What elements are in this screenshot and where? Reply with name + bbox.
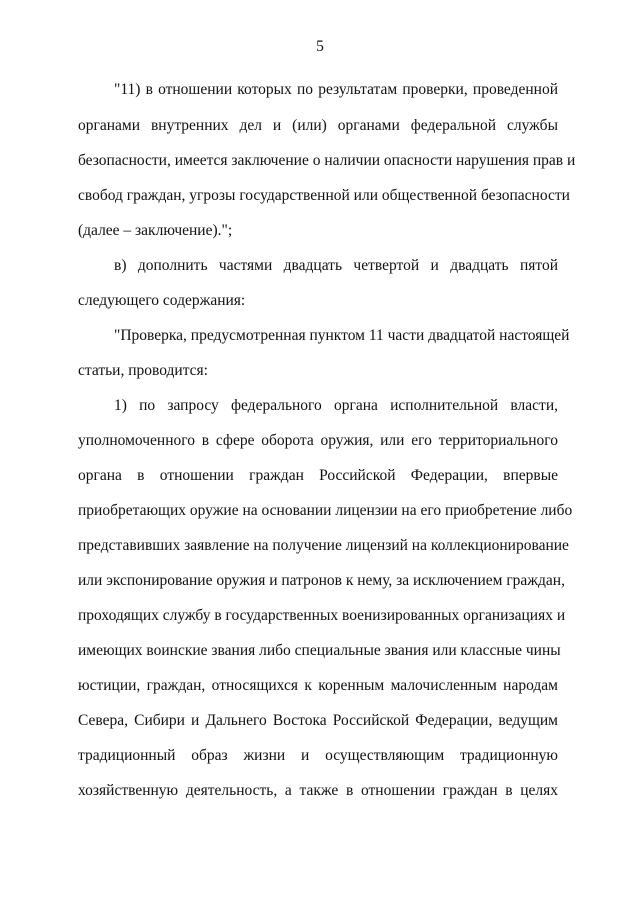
text-line: безопасности, имеется заключение о наличии опасности нарушения прав и	[78, 152, 576, 169]
text-line: приобретающих оружие на основании лицензии на его приобретение либо	[78, 502, 573, 519]
text-line: проходящих службу в государственных военизированных организациях и	[78, 607, 566, 624]
text-line: свобод граждан, угрозы государственной или общественной безопасности	[78, 187, 570, 204]
text-line: традиционный образ жизни и осуществляющим традиционную	[78, 747, 558, 764]
text-line: юстиции, граждан, относящихся к коренным малочисленным народам	[78, 677, 558, 694]
text-line: следующего содержания:	[78, 292, 246, 309]
text-line: 1) по запросу федерального органа исполнительной власти,	[114, 397, 558, 414]
text-line: (далее – заключение).";	[78, 222, 233, 239]
text-line: имеющих воинские звания либо специальные звания или классные чины	[78, 642, 561, 659]
text-line: органа в отношении граждан Российской Федерации, впервые	[78, 467, 558, 484]
text-line: статьи, проводится:	[78, 362, 208, 379]
text-line: представивших заявление на получение лицензий на коллекционирование	[78, 537, 569, 554]
text-line: или экспонирование оружия и патронов к нему, за исключением граждан,	[78, 572, 565, 589]
page-number: 5	[316, 38, 324, 55]
text-line: органами внутренних дел и (или) органами федеральной службы	[78, 117, 558, 134]
text-line: уполномоченного в сфере оборота оружия, или его территориального	[78, 432, 558, 449]
text-line: в) дополнить частями двадцать четвертой и двадцать пятой	[114, 257, 558, 274]
text-line: "Проверка, предусмотренная пунктом 11 части двадцатой настоящей	[114, 327, 570, 344]
text-line: хозяйственную деятельность, а также в отношении граждан в целях	[78, 782, 558, 799]
text-line: Севера, Сибири и Дальнего Востока Российской Федерации, ведущим	[78, 712, 558, 729]
text-line: "11) в отношении которых по результатам проверки, проведенной	[114, 81, 558, 98]
